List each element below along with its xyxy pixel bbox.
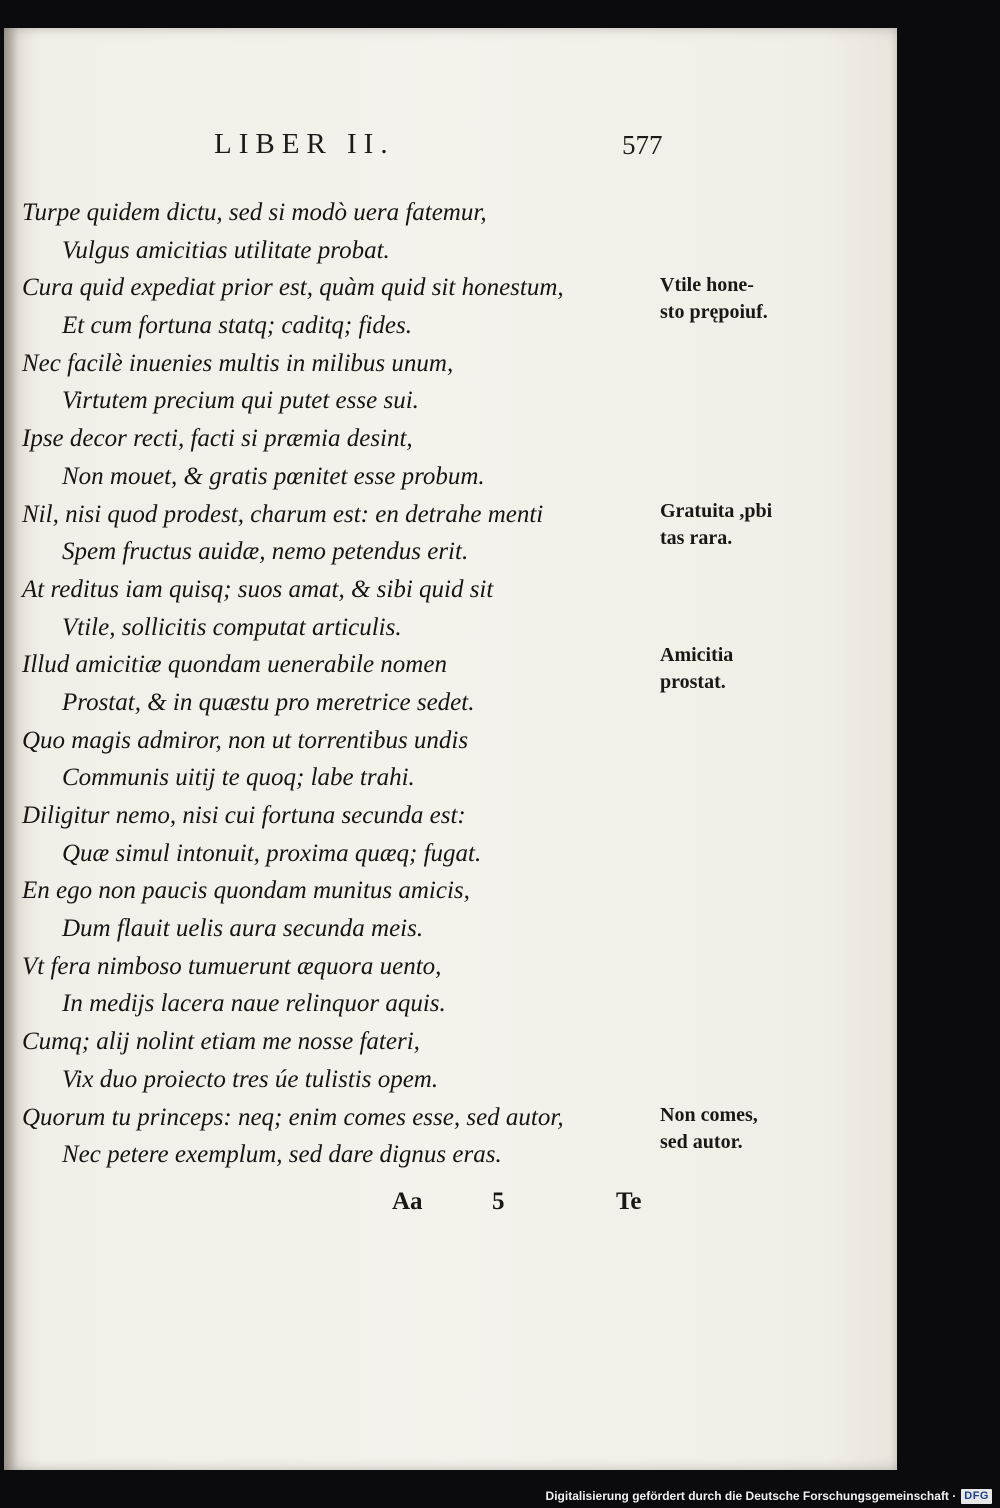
verse-line: Vt fera nimboso tumuerunt æquora uento,: [22, 952, 442, 980]
verse-line: Cumq; alij nolint etiam me nosse fateri,: [22, 1028, 420, 1056]
verse-line: Vtile, sollicitis computat articulis.: [62, 613, 402, 641]
marginal-note: [660, 498, 825, 552]
dfg-logo-icon: DFG: [961, 1489, 992, 1504]
marginal-note-line: tas rara.: [660, 527, 733, 549]
book-page: [4, 28, 897, 1470]
marginal-note: [660, 642, 825, 696]
verse-line: Nec facilè inuenies multis in milibus unum,: [22, 349, 454, 377]
verse-line: Cura quid expediat prior est, quàm quid sit honestum,: [22, 274, 564, 302]
marginal-note-line: Gratuita ,pbi: [660, 500, 773, 522]
verse-line: Turpe quidem dictu, sed si modò uera fatemur,: [22, 199, 487, 226]
marginal-note-line: sed autor.: [660, 1131, 743, 1153]
verse-line: Quo magis admiror, non ut torrentibus undis: [22, 726, 469, 754]
running-head: LIBER II.: [214, 128, 395, 160]
signature-mark: Aa: [392, 1188, 423, 1215]
page-number: 577: [622, 130, 663, 160]
verse-line: Dum flauit uelis aura secunda meis.: [62, 915, 424, 943]
verse-line: Diligitur nemo, nisi cui fortuna secunda est:: [22, 802, 466, 829]
verse-line: Nec petere exemplum, sed dare dignus eras.: [62, 1141, 502, 1169]
verse-line: At reditus iam quisq; suos amat, & sibi quid sit: [22, 575, 494, 603]
digitization-credit: [546, 1487, 992, 1505]
verse-line: Illud amicitiæ quondam uenerabile nomen: [22, 651, 447, 679]
verse-line: In medijs lacera naue relinquor aquis.: [62, 990, 446, 1018]
verse-line: Vulgus amicitias utilitate probat.: [62, 236, 390, 264]
verse-line: Virtutem precium qui putet esse sui.: [62, 387, 419, 415]
verse-line: Vix duo proiecto tres úe tulistis opem.: [62, 1065, 439, 1093]
credit-text: Digitalisierung gefördert durch die Deutsche Forschungsgemeinschaft ·: [545, 1489, 957, 1503]
verse-line: En ego non paucis quondam munitus amicis,: [22, 877, 470, 905]
catchword: Te: [616, 1188, 642, 1215]
verse-line: Et cum fortuna statq; caditq; fides.: [62, 312, 412, 340]
marginal-note-line: sto prępoiuf.: [660, 301, 768, 323]
page-gutter-shadow: [4, 28, 18, 1470]
verse-line: Quæ simul intonuit, proxima quæq; fugat.: [62, 839, 482, 867]
marginal-note-line: prostat.: [660, 671, 726, 693]
verse-line: Ipse decor recti, facti si præmia desint,: [22, 425, 413, 453]
marginal-note-line: Vtile hone-: [660, 274, 754, 296]
verse-text: [22, 194, 677, 1174]
verse-line: Nil, nisi quod prodest, charum est: en detrahe menti: [22, 500, 544, 528]
verse-line: Non mouet, & gratis pœnitet esse probum.: [62, 462, 485, 490]
verse-line: Spem fructus auidæ, nemo petendus erit.: [62, 538, 469, 566]
marginal-note: [660, 272, 825, 326]
signature-number: 5: [492, 1188, 505, 1215]
verse-line: Communis uitij te quoq; labe trahi.: [62, 764, 415, 792]
verse-line: Prostat, & in quæstu pro meretrice sedet.: [62, 688, 475, 716]
marginal-note-line: Amicitia: [660, 644, 734, 666]
verse-line: Quorum tu princeps: neq; enim comes esse, sed autor,: [22, 1103, 564, 1131]
marginal-note-line: Non comes,: [660, 1104, 758, 1126]
marginal-note: [660, 1102, 825, 1156]
